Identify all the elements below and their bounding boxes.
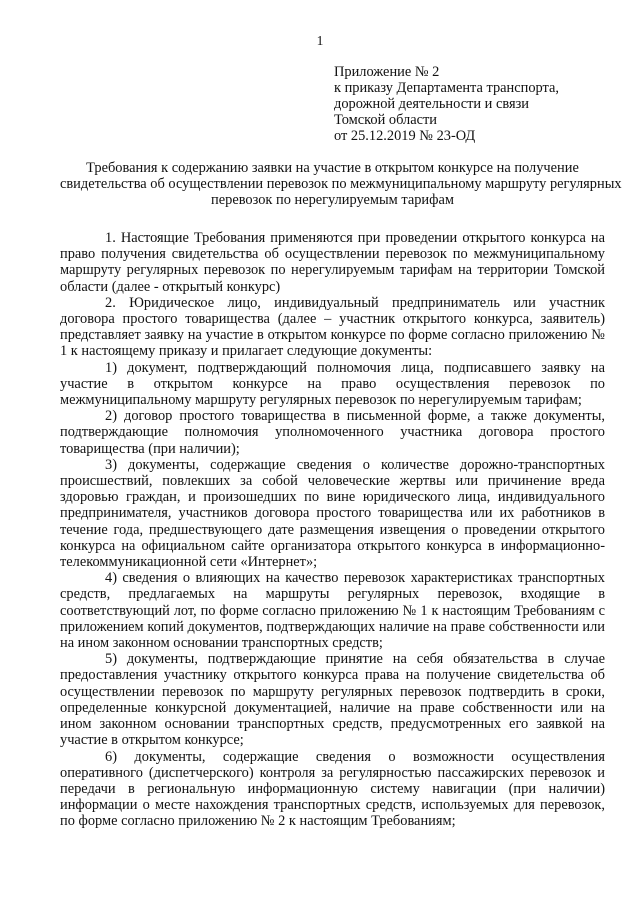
title-line: перевозок по нерегулируемым тарифам	[211, 192, 454, 208]
title-line: свидетельства об осуществлении перевозок по межмуниципальному маршруту регулярных	[60, 176, 622, 192]
annex-department: дорожной деятельности и связи	[334, 96, 529, 112]
item-4: 4) сведения о влияющих на качество перевозок характеристиках транспортных средств, предлагаемых на маршруты регулярных перевозок, входящие в соответствующий лот, по форме согласно приложению № 1 к настоящим Требованиям с приложением копий документов, подтверждающих наличие на праве собственности или на ином законном основании транспортных средств;	[60, 570, 605, 652]
annex-order-ref: к приказу Департамента транспорта,	[334, 80, 559, 96]
annex-title: Приложение № 2	[334, 64, 440, 80]
paragraph-1: 1. Настоящие Требования применяются при проведении открытого конкурса на право получения свидетельства об осуществлении перевозок по межмуниципальному маршруту регулярных перевозок по нерегулируемым тарифам на территории Томской области (далее - открытый конкурс)	[60, 230, 605, 295]
page-number: 1	[316, 33, 324, 48]
annex-region: Томской области	[334, 112, 437, 128]
annex-date-number: от 25.12.2019 № 23-ОД	[334, 128, 476, 144]
item-6: 6) документы, содержащие сведения о возможности осуществления оперативного (диспетчерского) контроля за регулярностью пассажирских перевозок и передачи в региональную информационную систему навигации (при наличии) информации о месте нахождения транспортных средств, используемых для перевозок, по форме согласно приложению № 2 к настоящим Требованиям;	[60, 748, 605, 830]
item-5: 5) документы, подтверждающие принятие на себя обязательства в случае предоставления участнику открытого конкурса права на получение свидетельства об осуществлении перевозок по маршруту регулярных перевозок подтвердить в сроки, определенные конкурсной документацией, наличие на праве собственности или на ином законном основании транспортных средств, предусмотренных его заявкой на участие в открытом конкурсе;	[60, 651, 605, 749]
annex-header	[334, 64, 624, 144]
paragraph-2: 2. Юридическое лицо, индивидуальный предприниматель или участник договора простого товарищества (далее – участник открытого конкурса, заявитель) представляет заявку на участие в открытом конкурсе по форме согласно приложению № 1 к настоящему приказу и прилагает следующие документы:	[60, 294, 605, 360]
item-2: 2) договор простого товарищества в письменной форме, а также документы, подтверждающие полномочия уполномоченного участника договора простого товарищества (при наличии);	[60, 408, 605, 457]
item-1: 1) документ, подтверждающий полномочия лица, подписавшего заявку на участие в открытом конкурсе на право осуществления перевозок по межмуниципальному маршруту регулярных перевозок по нерегулируемым тарифам;	[60, 359, 605, 409]
title-line: Требования к содержанию заявки на участие в открытом конкурсе на получение	[86, 160, 579, 176]
document-body	[60, 230, 605, 830]
document-title	[60, 160, 622, 208]
item-3: 3) документы, содержащие сведения о количестве дорожно-транспортных происшествий, повлекших за собой человеческие жертвы или причинение вреда здоровью граждан, и произошедших по вине юридического лица, индивидуального предпринимателя, участников договора простого товарищества или их работников в течение года, предшествующего дате размещения извещения о проведении открытого конкурса на официальном сайте организатора открытого конкурса в информационно-телекоммуникационной сети «Интернет»;	[60, 456, 605, 571]
